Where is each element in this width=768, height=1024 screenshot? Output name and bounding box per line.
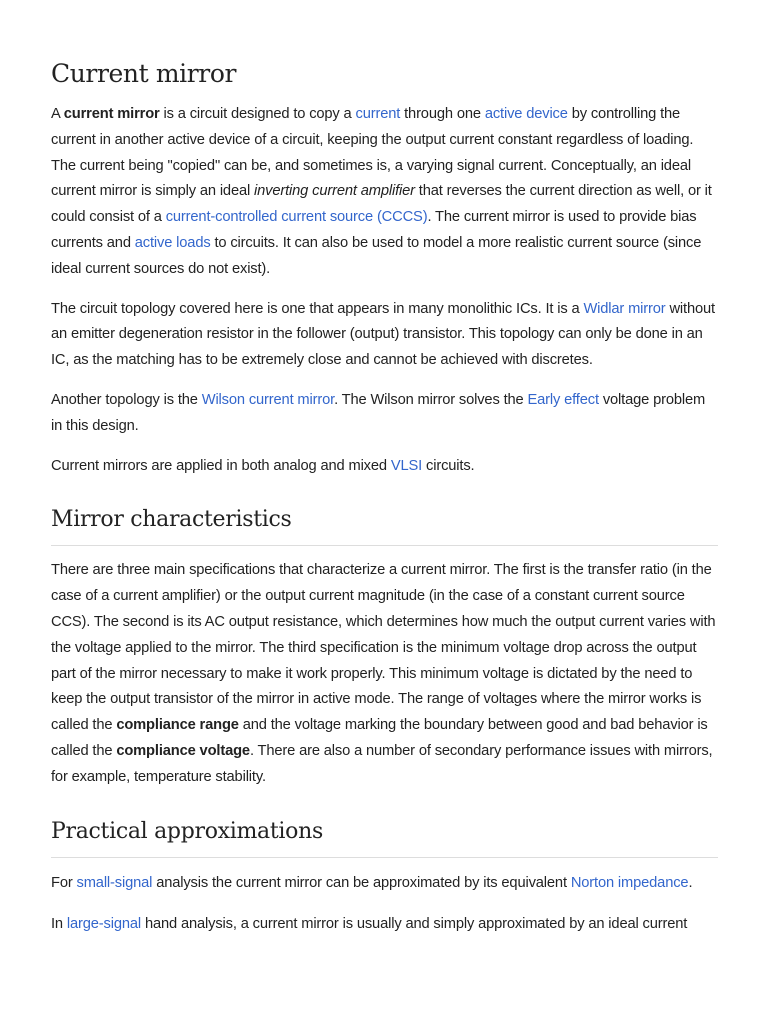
another-text-1: Another topology is the <box>51 391 202 408</box>
characteristics-text-1: There are three main specifications that characterize a current mirror. The first is the transfer ratio (in the case of a current amplifier) or the output current magnitude (in the case of a constant current source CCS). The second is its AC output resistance, which determines how much the output current varies with the voltage applied to the mirror. The third specification is the minimum voltage drop across the output part of the mirror necessary to make it work properly. This minimum voltage is dictated by the need to keep the output transistor of the mirror in active mode. The range of voltages where the mirror works is called the <box>51 562 716 734</box>
large-signal-paragraph <box>51 912 718 938</box>
link-norton-impedance[interactable]: Norton impedance <box>570 874 689 891</box>
link-active-device[interactable]: active device <box>484 106 568 122</box>
page-title: Current mirror <box>51 59 237 88</box>
topology-text-1: The circuit topology covered here is one that appears in many monolithic ICs. It is a <box>51 300 584 317</box>
intro-text-7: to circuits. It can also be used to model a more realistic current source (since ideal current sources do not exist). <box>51 234 702 277</box>
practical-text-1: For <box>51 874 77 891</box>
intro-italic-inverting-current-amplifier: inverting current amplifier <box>254 183 415 200</box>
link-vlsi[interactable]: VLSI <box>390 457 423 474</box>
intro-bold-current-mirror: current mirror <box>63 106 160 122</box>
applied-text-1: Current mirrors are applied in both analog and mixed <box>51 457 391 474</box>
topology-text-2: without an emitter degeneration resistor in the follower (output) transistor. This topology can only be done in an IC, as the matching has to be extremely close and cannot be achieved with discretes. <box>51 300 715 369</box>
intro-paragraph <box>51 102 718 283</box>
practical-text-4: In <box>51 916 67 933</box>
intro-text-2: is a circuit designed to copy a <box>159 106 356 122</box>
link-wilson-current-mirror[interactable]: Wilson current mirror <box>201 391 335 408</box>
another-text-3: voltage problem in this design. <box>51 391 706 434</box>
characteristics-paragraph <box>51 558 718 790</box>
intro-text-3: through one <box>400 106 485 122</box>
link-current[interactable]: current <box>355 106 401 122</box>
intro-text-6: . The current mirror is used to provide bias currents and <box>51 209 697 251</box>
practical-text-3: . <box>688 874 693 891</box>
another-text-2: . The Wilson mirror solves the <box>334 391 528 408</box>
section-heading-mirror-characteristics: Mirror characteristics <box>51 505 718 546</box>
characteristics-bold-compliance-range: compliance range <box>116 717 239 734</box>
another-topology-paragraph <box>51 388 718 440</box>
applied-paragraph <box>51 454 718 480</box>
link-cccs[interactable]: current-controlled current source (CCCS) <box>165 209 428 226</box>
practical-text-2: analysis the current mirror can be approximated by its equivalent <box>152 874 571 891</box>
topology-paragraph <box>51 297 718 374</box>
practical-text-5: hand analysis, a current mirror is usually and simply approximated by an ideal current <box>141 916 688 933</box>
intro-text-5: that reverses the current direction as well, or it could consist of a <box>51 183 712 226</box>
characteristics-bold-compliance-voltage: compliance voltage <box>116 742 250 759</box>
link-active-loads[interactable]: active loads <box>134 234 211 251</box>
section-heading-practical-approximations: Practical approximations <box>51 817 718 858</box>
applied-text-2: circuits. <box>422 457 475 474</box>
characteristics-text-2: and the voltage marking the boundary between good and bad behavior is called the <box>51 717 708 759</box>
link-large-signal[interactable]: large-signal <box>66 916 142 933</box>
intro-text-1: A <box>51 106 64 122</box>
characteristics-text-3: . There are also a number of secondary performance issues with mirrors, for example, temperature stability. <box>51 742 713 785</box>
link-early-effect[interactable]: Early effect <box>527 391 599 408</box>
small-signal-paragraph <box>51 871 718 897</box>
link-small-signal[interactable]: small-signal <box>76 874 153 891</box>
link-widlar-mirror[interactable]: Widlar mirror <box>583 300 666 317</box>
intro-text-4: by controlling the current in another active device of a circuit, keeping the output current constant regardless of loading. The current being "copied" can be, and sometimes is, a varying signal current. Conceptually, an ideal current mirror is simply an ideal <box>51 106 694 200</box>
